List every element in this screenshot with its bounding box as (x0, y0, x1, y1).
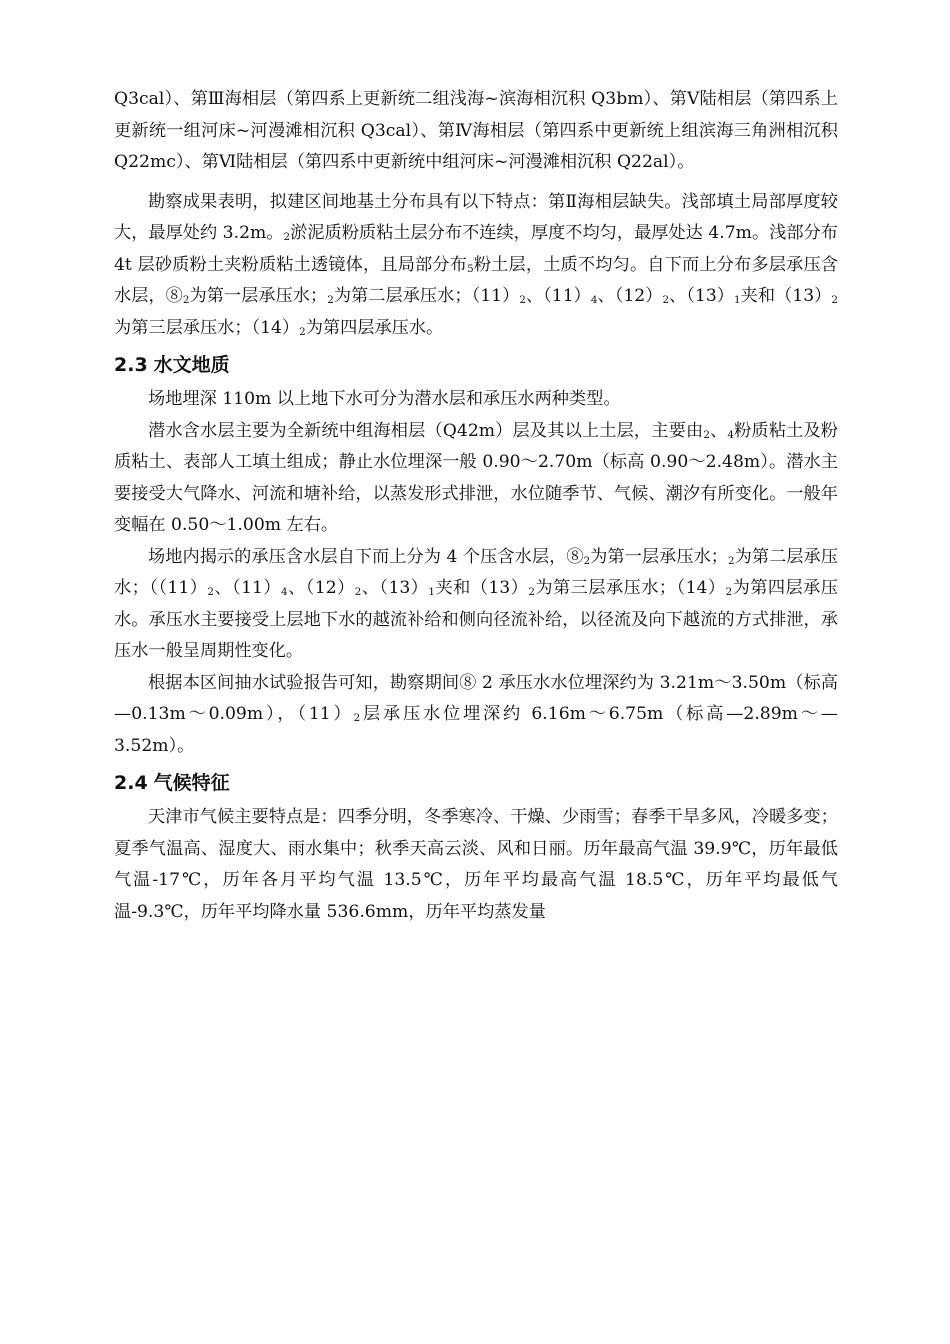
paragraph-survey-results: 勘察成果表明，拟建区间地基土分布具有以下特点：第Ⅱ海相层缺失。浅部填土局部厚度较大，最厚处约 3.2m。$_2$淤泥质粉质粘土层分布不连续，厚度不均匀，最厚处达 4.7m。浅部分布 4t 层砂质粉土夹粉质粘土透镜体，且局部分布$_5$粉土层，土质不均匀。自下而上分布多层承压含水层，$⑧_2$为第一层承压水；$_2$为第二层承压水；$(11)_2$、$(11)_4$、$(12)_2$、$(13)_1$夹和$(13)_2$为第三层承压水；$(14)_2$为第四层承压水。 (114, 191, 838, 338)
paragraph-phreatic-water: 潜水含水层主要为全新统中组海相层（Q42m）层及其以上土层，主要由$_2$、$_4$粉质粘土及粉质粘土、表部人工填土组成；静止水位埋深一般 0.90～2.70m（标高 0.90～2.48m）。潜水主要接受大气降水、河流和塘补给，以蒸发形式排泄，水位随季节、气候、潮汐有所变化。一般年变幅在 0.50～1.00m 左右。 (114, 420, 838, 535)
document-page (114, 84, 838, 928)
section-heading-hydrogeology: 2.3 水文地质 (114, 354, 230, 376)
paragraph-confined-aquifers: 场地内揭示的承压含水层自下而上分为 4 个压含水层，$⑧_2$为第一层承压水；$_2$为第二层承压水；（$(11)_2$、$(11)_4$、$(12)_2$、$(13)_1$夹和$(13)_2$为第三层承压水；$(14)_2$为第四层承压水。承压水主要接受上层地下水的越流补给和侧向径流补给，以径流及向下越流的方式排泄，承压水一般呈周期性变化。 (114, 546, 838, 661)
paragraph-climate: 天津市气候主要特点是：四季分明，冬季寒冷、干燥、少雨雪；春季干旱多风，冷暖多变；夏季气温高、湿度大、雨水集中；秋季天高云淡、风和日丽。历年最高气温 39.9℃，历年最低气温-17℃，历年各月平均气温 13.5℃，历年平均最高气温 18.5℃，历年平均最低气温-9.3℃，历年平均降水量 536.6mm，历年平均蒸发量 (114, 807, 838, 922)
paragraph-groundwater-types: 场地埋深 110m 以上地下水可分为潜水层和承压水两种类型。 (148, 389, 621, 409)
paragraph-pumping-test: 根据本区间抽水试验报告可知，勘察期间⑧ 2 承压水水位埋深约为 3.21m～3.50m（标高—0.13m～0.09m），$(11)_2$层承压水位埋深约 6.16m～6.75m（标高—2.89m～—3.52m）。 (114, 672, 838, 756)
section-heading-climate: 2.4 气候特征 (114, 772, 230, 794)
paragraph-strata-list: Q3cal）、第Ⅲ海相层（第四系上更新统二组浅海~滨海相沉积 Q3bm）、第Ⅴ陆相层（第四系上更新统一组河床~河漫滩相沉积 Q3cal）、第Ⅳ海相层（第四系中更新统上组滨海三角洲相沉积 Q22mc）、第Ⅵ陆相层（第四系中更新统中组河床~河漫滩相沉积 Q22al）。 (114, 89, 838, 172)
